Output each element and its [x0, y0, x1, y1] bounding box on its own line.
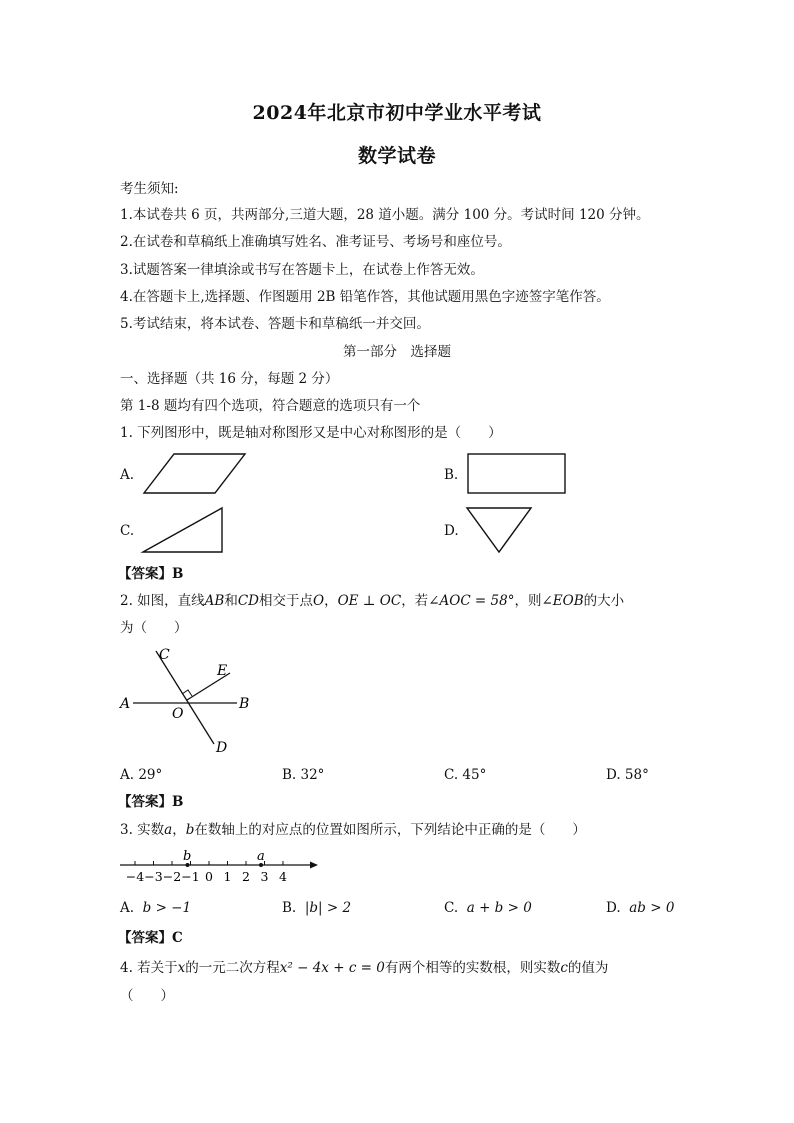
- q2-option-a: A. 29°: [120, 767, 163, 783]
- notice-heading: 考生须知:: [120, 181, 179, 197]
- q2-label-b: B: [239, 696, 250, 712]
- q1-answer: 【答案】B: [118, 566, 184, 582]
- q2-answer: 【答案】B: [118, 794, 184, 810]
- q3-stem: 3. 实数a，b在数轴上的对应点的位置如图所示，下列结论中正确的是（ ）: [120, 822, 586, 838]
- notice-item-5: 5.考试结束，将本试卷、答题卡和草稿纸一并交回。: [120, 316, 430, 332]
- q3-answer: 【答案】C: [118, 930, 183, 946]
- q2-stem: 2. 如图，直线AB和CD相交于点O，OE ⊥ OC，若∠AOC = 58°，则∠EOB的大小: [120, 593, 625, 609]
- notice-item-4: 4.在答题卡上,选择题、作图题用 2B 铅笔作答，其他试题用黑色字迹签字笔作答。: [120, 289, 610, 305]
- q3-tick-label: 1: [223, 869, 232, 884]
- q2-stem-line2: 为（ ）: [120, 620, 188, 636]
- q1-option-d-label: D.: [444, 523, 459, 539]
- q2-option-b: B. 32°: [282, 767, 325, 783]
- q1-option-c-label: C.: [120, 523, 135, 539]
- q1-parallelogram-figure: [140, 452, 250, 496]
- q2-label-a: A: [120, 696, 131, 712]
- q3-tick-label: −2: [162, 869, 182, 884]
- q3-option-c: C. a + b > 0: [444, 900, 532, 916]
- q2-option-d: D. 58°: [606, 767, 649, 783]
- q3-tick-label: 0: [205, 869, 213, 884]
- q1-option-a-label: A.: [120, 467, 135, 483]
- section-heading: 一、选择题（共 16 分，每题 2 分）: [120, 371, 339, 387]
- q3-tick-label: −3: [144, 869, 163, 884]
- q2-option-c: C. 45°: [444, 767, 487, 783]
- q2-label-e: E: [217, 663, 228, 679]
- q3-tick-label: −1: [181, 869, 200, 884]
- q3-tick-label: 2: [242, 869, 250, 884]
- notice-item-3: 3.试题答案一律填涂或书写在答题卡上，在试卷上作答无效。: [120, 262, 484, 278]
- page-title: 2024年北京市初中学业水平考试: [252, 102, 542, 124]
- q3-number-line: [118, 846, 322, 886]
- page-subtitle: 数学试卷: [357, 145, 436, 167]
- notice-item-2: 2.在试卷和草稿纸上准确填写姓名、准考证号、考场号和座位号。: [120, 234, 511, 250]
- q2-label-c: C: [159, 647, 170, 663]
- section-instruction: 第 1-8 题均有四个选项，符合题意的选项只有一个: [120, 398, 421, 414]
- q3-option-a: A. b > −1: [120, 900, 192, 916]
- part-heading: 第一部分 选择题: [343, 344, 451, 360]
- q3-tick-label: 3: [260, 869, 269, 884]
- q4-stem-line2: （ ）: [120, 988, 174, 1004]
- q3-label-a: a: [257, 849, 265, 864]
- q3-tick-label: −4: [125, 869, 145, 884]
- q3-option-d: D. ab > 0: [606, 900, 675, 916]
- q3-tick-label: 4: [279, 869, 287, 884]
- q1-inverted-triangle-figure: [463, 506, 535, 556]
- notice-item-1: 1.本试卷共 6 页，共两部分,三道大题，28 道小题。满分 100 分。考试时间 120 分钟。: [120, 207, 650, 223]
- q4-stem: 4. 若关于x的一元二次方程x² − 4x + c = 0有两个相等的实数根，则实数c的值为: [120, 960, 609, 976]
- q1-right-triangle-figure: [140, 506, 226, 556]
- q2-label-o: O: [172, 706, 184, 722]
- q1-rectangle-figure: [465, 452, 569, 496]
- q2-label-d: D: [216, 740, 228, 756]
- q1-stem: 1. 下列图形中，既是轴对称图形又是中心对称图形的是（ ）: [120, 425, 502, 441]
- q1-option-b-label: B.: [444, 467, 459, 483]
- q3-label-b: b: [183, 849, 192, 864]
- q2-angle-figure: [116, 644, 266, 756]
- q3-option-b: B. |b| > 2: [282, 900, 352, 916]
